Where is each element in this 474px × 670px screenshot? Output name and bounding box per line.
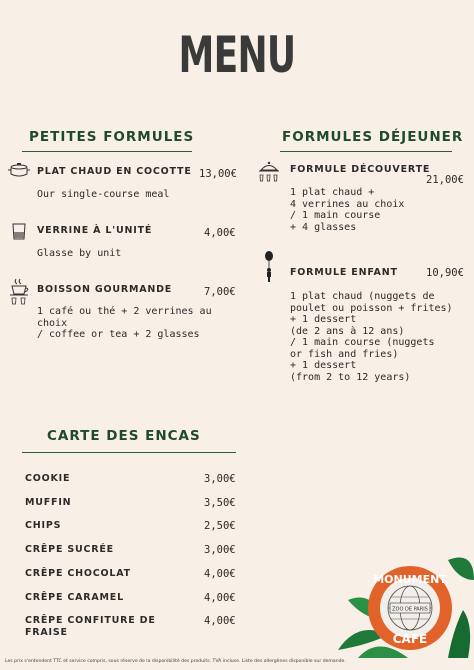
item-name-verrine: VERRINE À L'UNITÉ: [37, 225, 153, 236]
item-desc-line: Glasse by unit: [37, 248, 122, 259]
item-price-formule-enfant: 10,90€: [426, 267, 464, 279]
item-desc-line: / 1 main course (nuggets: [290, 337, 435, 348]
snack-name-crepe-confiture: CRÊPE CONFITURE DE: [25, 615, 156, 626]
snack-price-crepe-caramel: 4,00€: [204, 592, 236, 604]
snack-name-muffin: MUFFIN: [25, 497, 72, 508]
item-name-formule-decouverte: FORMULE DÉCOUVERTE: [290, 164, 431, 175]
item-price-verrine: 4,00€: [204, 227, 236, 239]
snack-price-cookie: 3,00€: [204, 473, 236, 485]
cocotte-icon: [8, 161, 30, 183]
page-title: MENU: [178, 26, 296, 84]
item-desc-line: 1 plat chaud (nuggets de: [290, 291, 435, 302]
carte-des-encas-rule: [22, 452, 236, 453]
balloon-child-icon: [262, 251, 276, 287]
item-name-plat-chaud: PLAT CHAUD EN COCOTTE: [37, 166, 192, 177]
snack-name-chips: CHIPS: [25, 520, 62, 531]
item-name-formule-enfant: FORMULE ENFANT: [290, 267, 398, 278]
item-desc-line: / coffee or tea + 2 glasses: [37, 329, 200, 340]
item-price-formule-decouverte: 21,00€: [426, 174, 464, 186]
snack-price-crepe-chocolat: 4,00€: [204, 568, 236, 580]
item-desc-line: or fish and fries): [290, 348, 399, 360]
glass-icon: [12, 223, 26, 245]
logo-top-text: MONUMENT: [373, 573, 447, 586]
item-price-plat-chaud: 13,00€: [199, 168, 237, 180]
snack-name-cookie: COOKIE: [25, 473, 71, 484]
coffee-cup-icon: [9, 278, 31, 310]
snack-name-crepe-chocolat: CRÊPE CHOCOLAT: [25, 568, 131, 579]
cloche-icon: [258, 161, 280, 189]
petites-formules-heading: PETITES FORMULES: [29, 129, 195, 145]
item-desc-line: 1 plat chaud +: [290, 187, 375, 198]
item-desc-line: + 1 dessert: [290, 360, 357, 371]
item-desc-line: + 1 dessert: [290, 314, 357, 325]
item-name-boisson: BOISSON GOURMANDE: [37, 284, 173, 295]
carte-des-encas-heading: CARTE DES ENCAS: [47, 428, 201, 444]
monument-cafe-logo: [338, 540, 474, 658]
snack-name-crepe-caramel: CRÊPE CARAMEL: [25, 592, 124, 603]
petites-formules-rule: [22, 151, 192, 152]
formules-dejeuner-heading: FORMULES DÉJEUNER: [282, 129, 464, 145]
formules-dejeuner-rule: [280, 151, 452, 152]
logo-bottom-text: CAFE: [392, 632, 428, 646]
snack-price-crepe-sucree: 3,00€: [204, 544, 236, 556]
logo-badge-text: ZOO DE PARIS: [392, 606, 428, 613]
item-desc-line: Our single-course meal: [37, 189, 170, 200]
snack-price-crepe-confiture: 4,00€: [204, 615, 236, 627]
item-desc-line: 4 verrines au choix: [290, 198, 405, 210]
item-desc-line: (de 2 ans à 12 ans): [290, 325, 405, 337]
leaves-decoration: [338, 540, 474, 658]
item-desc-line: (from 2 to 12 years): [290, 371, 411, 383]
item-desc-line: choix: [37, 317, 68, 329]
item-desc-line: / 1 main course: [290, 210, 381, 221]
item-price-boisson: 7,00€: [204, 286, 236, 298]
snack-name-crepe-sucree: CRÊPE SUCRÉE: [25, 544, 114, 555]
item-desc-line: poulet ou poisson + frites): [290, 302, 453, 314]
snack-price-muffin: 3,50€: [204, 497, 236, 509]
snack-price-chips: 2,50€: [204, 520, 236, 532]
item-desc-line: 1 café ou thé + 2 verrines au: [37, 306, 212, 317]
snack-name-crepe-confiture-line2: FRAISE: [25, 627, 68, 638]
footer-note: Les prix s'entendent TTC et service compris, sous réserve de la disponibilité des produits. TVA incluse. Liste des allergènes disponible sur demande.: [5, 659, 346, 664]
item-desc-line: + 4 glasses: [290, 221, 357, 233]
